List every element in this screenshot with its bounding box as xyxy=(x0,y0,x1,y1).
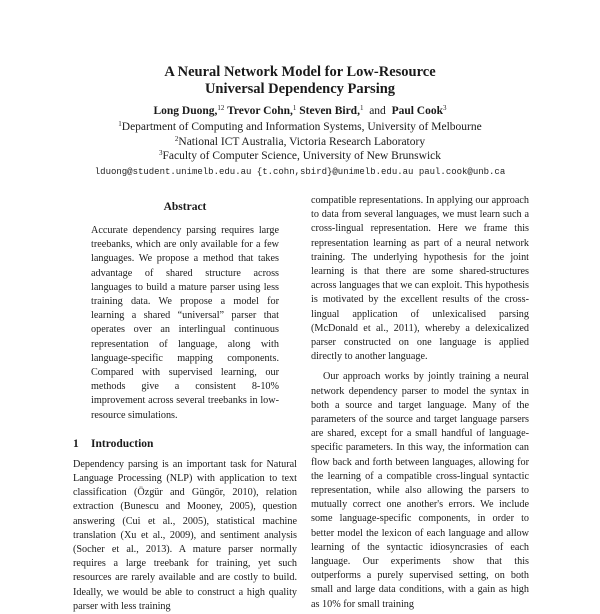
affil-marker: 3 xyxy=(159,149,163,158)
author-affil-marker: 1 xyxy=(359,104,364,112)
left-column xyxy=(73,194,297,614)
author-affil-marker: 3 xyxy=(443,104,447,112)
right-column xyxy=(311,194,529,612)
authors-and: and xyxy=(369,105,386,117)
right-paragraph-1: compatible representations. In applying our approach to data from several languages, we must learn such a cross-lingual representation. Here we frame this representation learning as part of a neural network training. The underlying hypothesis for the joint learning is that there are some shared-structures across languages that we can exploit. This hypothesis is motivated by the excellent results of the cross-lingual application of unlexicalised parsing (McDonald et al., 2011), whereby a delexicalized parser constructed on one language is applied directly to another language. xyxy=(311,195,529,363)
affil-text: Faculty of Computer Science, University of New Brunswick xyxy=(162,150,441,163)
author-list xyxy=(0,104,600,118)
affiliation-item xyxy=(0,135,600,150)
section-number: 1 xyxy=(73,437,79,450)
affil-text: National ICT Australia, Victoria Research Laboratory xyxy=(178,135,426,148)
author-affil-marker: 12 xyxy=(217,104,225,112)
section-title: Introduction xyxy=(91,437,154,450)
abstract-text: Accurate dependency parsing requires large treebanks, which are only available for a few languages. We propose a method that takes advantage of shared structure across languages to build a mature parser using less training data. We propose a model for learning a shared “universal” parser that operates over an interlingual continuous representation of language, along with language-specific mapping components. Compared with supervised learning, our methods give a consistent 8-10% improvement across several treebanks in low-resource simulations. xyxy=(91,225,279,421)
abstract-heading: Abstract xyxy=(163,201,207,213)
intro-paragraph-1: Dependency parsing is an important task for Natural Language Processing (NLP) with application to text classification (Özgür and Güngör, 2010), relation extraction (Bunescu and Mooney, 2005), question answering (Cui et al., 2005), statistical machine translation (Xu et al., 2009), and sentiment analysis (Socher et al., 2013). A mature parser normally requires a large treebank for training, yet such resources are rarely available and are costly to build. Ideally, we would be able to construct a high quality parser with less training xyxy=(73,458,297,612)
author-name: Paul Cook xyxy=(391,105,444,117)
section-heading-introduction xyxy=(73,437,297,451)
title-line-2: Universal Dependency Parsing xyxy=(204,81,396,97)
affil-text: Department of Computing and Information Systems, University of Melbourne xyxy=(121,121,482,133)
affiliation-item xyxy=(0,149,600,164)
author-name: Steven Bird, xyxy=(299,105,360,117)
author-name: Long Duong, xyxy=(153,105,218,117)
author-affil-marker: 1 xyxy=(292,104,297,112)
author-emails: lduong@student.unimelb.edu.au {t.cohn,sbird}@unimelb.edu.au paul.cook@unb.ca xyxy=(94,167,506,177)
right-paragraph-2: Our approach works by jointly training a neural network dependency parser to model the syntax in both a source and target language. Many of the parameters of the source and target language parsers are shared, except for a small handful of language-specific parameters. In this way, the information can flow back and forth between languages, allowing for the learning of a compatible cross-lingual syntactic representation, while also allowing the parsers to mutually correct one another's errors. We include some language-specific components, in order to better model the lexicon of each language and allow learning of the syntactic idiosyncrasies of each language. Our experiments show that this outperforms a purely supervised setting, on both small and large data conditions, with a gain as high as 10% for small training xyxy=(311,371,529,610)
paper-title xyxy=(0,64,600,98)
title-line-1: A Neural Network Model for Low-Resource xyxy=(164,64,436,80)
affil-marker: 2 xyxy=(174,134,179,143)
affiliation-item xyxy=(0,120,600,135)
author-name: Trevor Cohn, xyxy=(227,105,293,117)
affil-marker: 1 xyxy=(118,120,122,128)
affiliation-list xyxy=(0,120,600,164)
